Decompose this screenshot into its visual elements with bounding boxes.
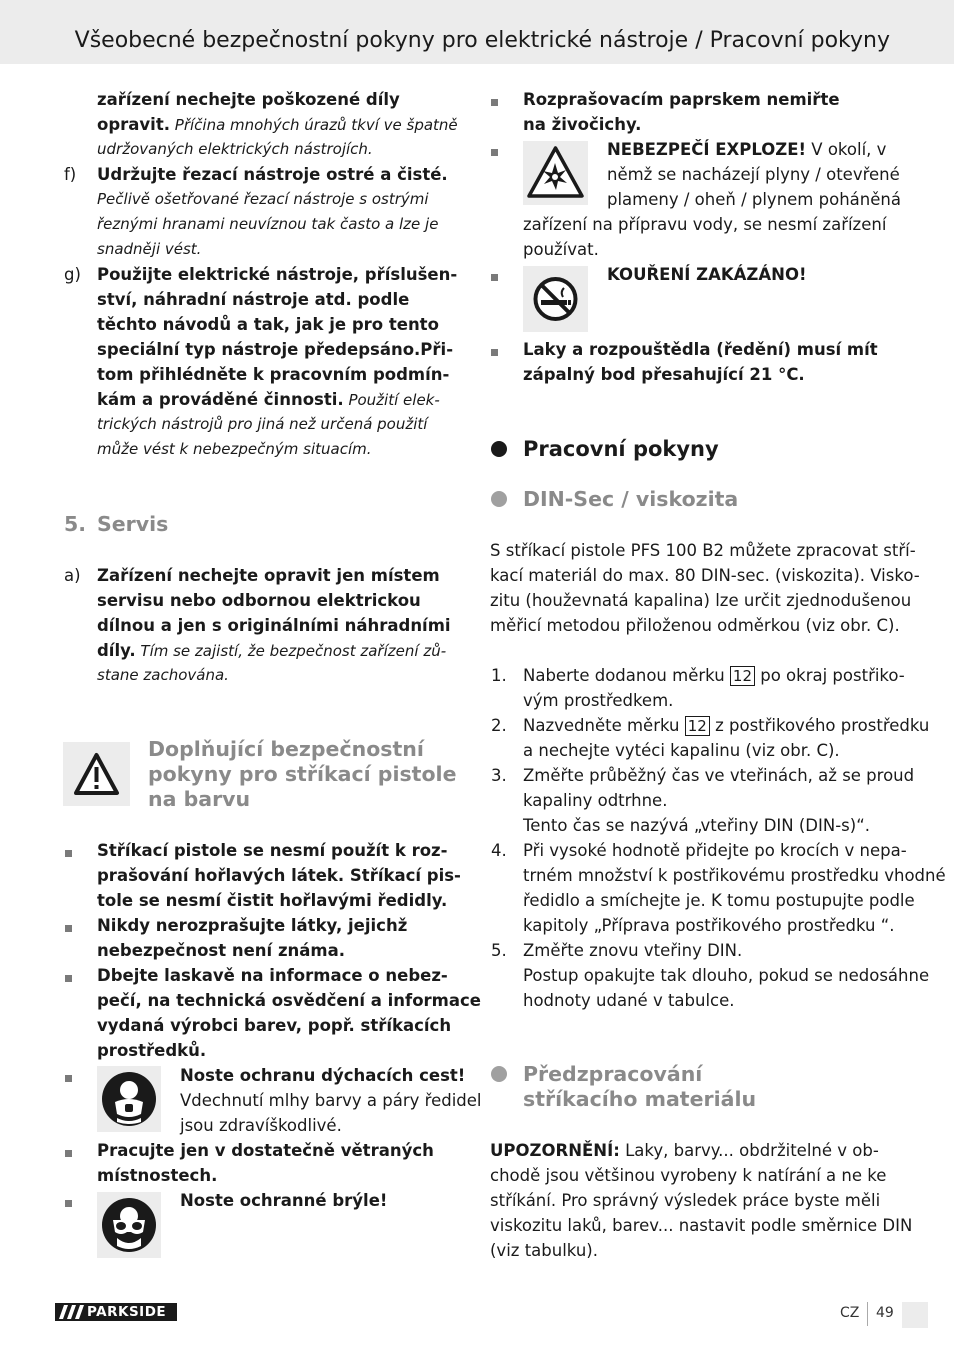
text-line: Dbejte laskavě na informace o nebez- (97, 966, 448, 985)
section-heading: pokyny pro stříkací pistole (148, 762, 457, 786)
section-heading: Pracovní pokyny (523, 437, 719, 461)
text-line: těchto návodů a tak, jak je pro tento (97, 315, 439, 334)
text-line: opravit. Příčina mnohých úrazů tkví ve špatně (97, 115, 458, 134)
text-line: KOUŘENÍ ZAKÁZÁNO! (607, 265, 807, 284)
item-label: g) (64, 265, 81, 284)
text-line: trických nástrojů pro jiná než určená použití (97, 415, 428, 433)
text-line: S stříkací pistole PFS 100 B2 můžete zpracovat stří- (490, 541, 916, 560)
bullet-marker (65, 1200, 72, 1207)
text-line: NEBEZPEČÍ EXPLOZE! V okolí, v (607, 140, 887, 159)
text-line: Laky a rozpouštědla (ředění) musí mít (523, 340, 878, 359)
section-bullet (491, 441, 507, 457)
section-heading: na barvu (148, 787, 251, 811)
text-line: zápalný bod přesahující 21 °C. (523, 365, 805, 384)
text-line: Naberte dodanou měrku 12 po okraj postřiko- (523, 666, 905, 685)
part-number-box: 12 (730, 666, 755, 686)
text-line: Změřte průběžný čas ve vteřinách, až se proud (523, 766, 915, 785)
section-heading: Servis (97, 512, 169, 536)
text-line: Změřte znovu vteřiny DIN. (523, 941, 743, 960)
step-number: 2. (491, 716, 507, 735)
language-code: CZ (840, 1305, 860, 1321)
text-line: dílnou a jen s originálními náhradními (97, 616, 451, 635)
text-line: Při vysoké hodnotě přidejte po krocích v nepa- (523, 841, 907, 860)
section-heading: stříkacího materiálu (523, 1087, 757, 1111)
text-line: pečí, na technická osvědčení a informace (97, 991, 481, 1010)
section-bullet (491, 1066, 507, 1082)
respirator-mask-icon (97, 1066, 161, 1132)
footer-divider (867, 1302, 868, 1326)
text-line: používat. (523, 240, 599, 259)
bullet-marker (65, 1150, 72, 1157)
page-number: 49 (876, 1305, 894, 1321)
text-line: Zařízení nechejte opravit jen místem (97, 566, 440, 585)
section-heading: Doplňující bezpečnostní (148, 737, 424, 761)
text-line: nebezpečnost není známa. (97, 941, 346, 960)
item-label: a) (64, 566, 81, 585)
bullet-marker (65, 975, 72, 982)
section-number: 5. (64, 512, 87, 536)
part-number-box: 12 (685, 716, 710, 736)
text-line: zařízení nechejte poškozené díly (97, 90, 400, 109)
text-line: kapitoly „Příprava postřikového prostředku “. (523, 916, 895, 935)
text-line: chodě jsou většinou vyrobeny k natírání a ne ke (490, 1166, 887, 1185)
text-line: prašování hořlavých látek. Stříkací pis- (97, 866, 461, 885)
explosion-warning-icon (523, 141, 588, 205)
text-line: Použijte elektrické nástroje, příslušen- (97, 265, 458, 284)
text-line: udržovaných elektrických nástrojích. (97, 140, 373, 158)
text-line: Udržujte řezací nástroje ostré a čisté. (97, 165, 448, 184)
step-number: 3. (491, 766, 507, 785)
bullet-marker (65, 925, 72, 932)
text-line: Rozprašovacím paprskem nemiřte (523, 90, 840, 109)
text-line: Vdechnutí mlhy barvy a páry ředidel (180, 1091, 482, 1110)
section-heading: DIN-Sec / viskozita (523, 487, 739, 511)
bullet-marker (65, 850, 72, 857)
bullet-marker (491, 274, 498, 281)
text-line: na živočichy. (523, 115, 642, 134)
bullet-marker (491, 99, 498, 106)
bullet-marker (491, 149, 498, 156)
text-line: Nazvedněte měrku 12 z postřikového prostředku (523, 716, 930, 735)
text-line: tom přihlédněte k pracovním podmín- (97, 365, 450, 384)
text-line: Noste ochranné brýle! (180, 1191, 388, 1210)
bullet-marker (65, 1075, 72, 1082)
page-title: Všeobecné bezpečnostní pokyny pro elektrické nástroje / Pracovní pokyny (74, 28, 890, 53)
text-line: snadněji vést. (97, 240, 202, 258)
text-line: díly. Tím se zajistí, že bezpečnost zařízení zů- (97, 641, 447, 660)
brand-name: PARKSIDE (87, 1304, 167, 1320)
section-bullet (491, 491, 507, 507)
item-label: f) (64, 165, 77, 184)
step-number: 1. (491, 666, 507, 685)
text-line: stane zachována. (97, 666, 229, 684)
warning-icon (63, 742, 130, 806)
text-line: plameny / oheň / plynem poháněná (607, 190, 901, 209)
text-line: Stříkací pistole se nesmí použít k roz- (97, 841, 448, 860)
section-heading: Předzpracování (523, 1062, 703, 1086)
text-line: může vést k nebezpečným situacím. (97, 440, 372, 458)
step-number: 5. (491, 941, 507, 960)
text-line: tole se nesmí čistit hořlavými ředidly. (97, 891, 448, 910)
text-line: UPOZORNĚNÍ: Laky, barvy... obdržitelné v ob- (490, 1141, 879, 1160)
page-footer (840, 1302, 928, 1328)
text-line: kám a prováděné činnosti. Použití elek- (97, 390, 440, 409)
text-line: speciální typ nástroje předepsáno.Při- (97, 340, 454, 359)
text-line: vým prostředkem. (523, 691, 674, 710)
text-line: němž se nacházejí plyny / otevřené (607, 165, 900, 184)
text-line: jsou zdravíškodlivé. (180, 1116, 342, 1135)
brand-logo (55, 1303, 177, 1321)
text-line: hodnoty udané v tabulce. (523, 991, 735, 1010)
text-line: a nechejte vytéci kapalinu (viz obr. C). (523, 741, 840, 760)
text-line: kapaliny odtrhne. (523, 791, 668, 810)
text-line: Postup opakujte tak dlouho, pokud se nedosáhne (523, 966, 930, 985)
footer-tab (902, 1302, 928, 1328)
text-line: ředidlo a smíchejte je. K tomu postupujte podle (523, 891, 915, 910)
page-header (0, 0, 954, 64)
text-line: (viz tabulku). (490, 1241, 598, 1260)
logo-stripes-icon (59, 1305, 85, 1319)
text-line: servisu nebo odbornou elektrickou (97, 591, 421, 610)
text-line: Noste ochranu dýchacích cest! (180, 1066, 466, 1085)
text-line: prostředků. (97, 1041, 207, 1060)
text-line: stříkání. Pro správný výsledek práce byste měli (490, 1191, 881, 1210)
no-smoking-icon (523, 266, 588, 332)
bullet-marker (491, 349, 498, 356)
text-line: zařízení na přípravu vody, se nesmí zařízení (523, 215, 887, 234)
text-line: zitu (houževnatá kapalina) lze určit zjednodušenou (490, 591, 912, 610)
text-line: trném množství k postřikovému prostředku vhodné (523, 866, 946, 885)
text-line: místnostech. (97, 1166, 218, 1185)
text-line: vydaná výrobci barev, popř. stříkacích (97, 1016, 452, 1035)
text-line: kací materiál do max. 80 DIN-sec. (viskozita). Visko- (490, 566, 920, 585)
text-line: viskozitu laků, barev... nastavit podle směrnice DIN (490, 1216, 913, 1235)
text-line: Nikdy nerozprašujte látky, jejichž (97, 916, 408, 935)
step-number: 4. (491, 841, 507, 860)
text-line: Tento čas se nazývá „vteřiny DIN (DIN-s)“. (523, 816, 870, 835)
safety-goggles-icon (97, 1192, 161, 1258)
text-line: Pečlivě ošetřované řezací nástroje s ostrými (97, 190, 429, 208)
text-line: měřicí metodou přiloženou odměrkou (viz obr. C). (490, 616, 900, 635)
text-line: ství, náhradní nástroje atd. podle (97, 290, 410, 309)
text-line: Pracujte jen v dostatečně větraných (97, 1141, 434, 1160)
text-line: řeznými hranami neuvíznou tak často a lze je (97, 215, 439, 233)
